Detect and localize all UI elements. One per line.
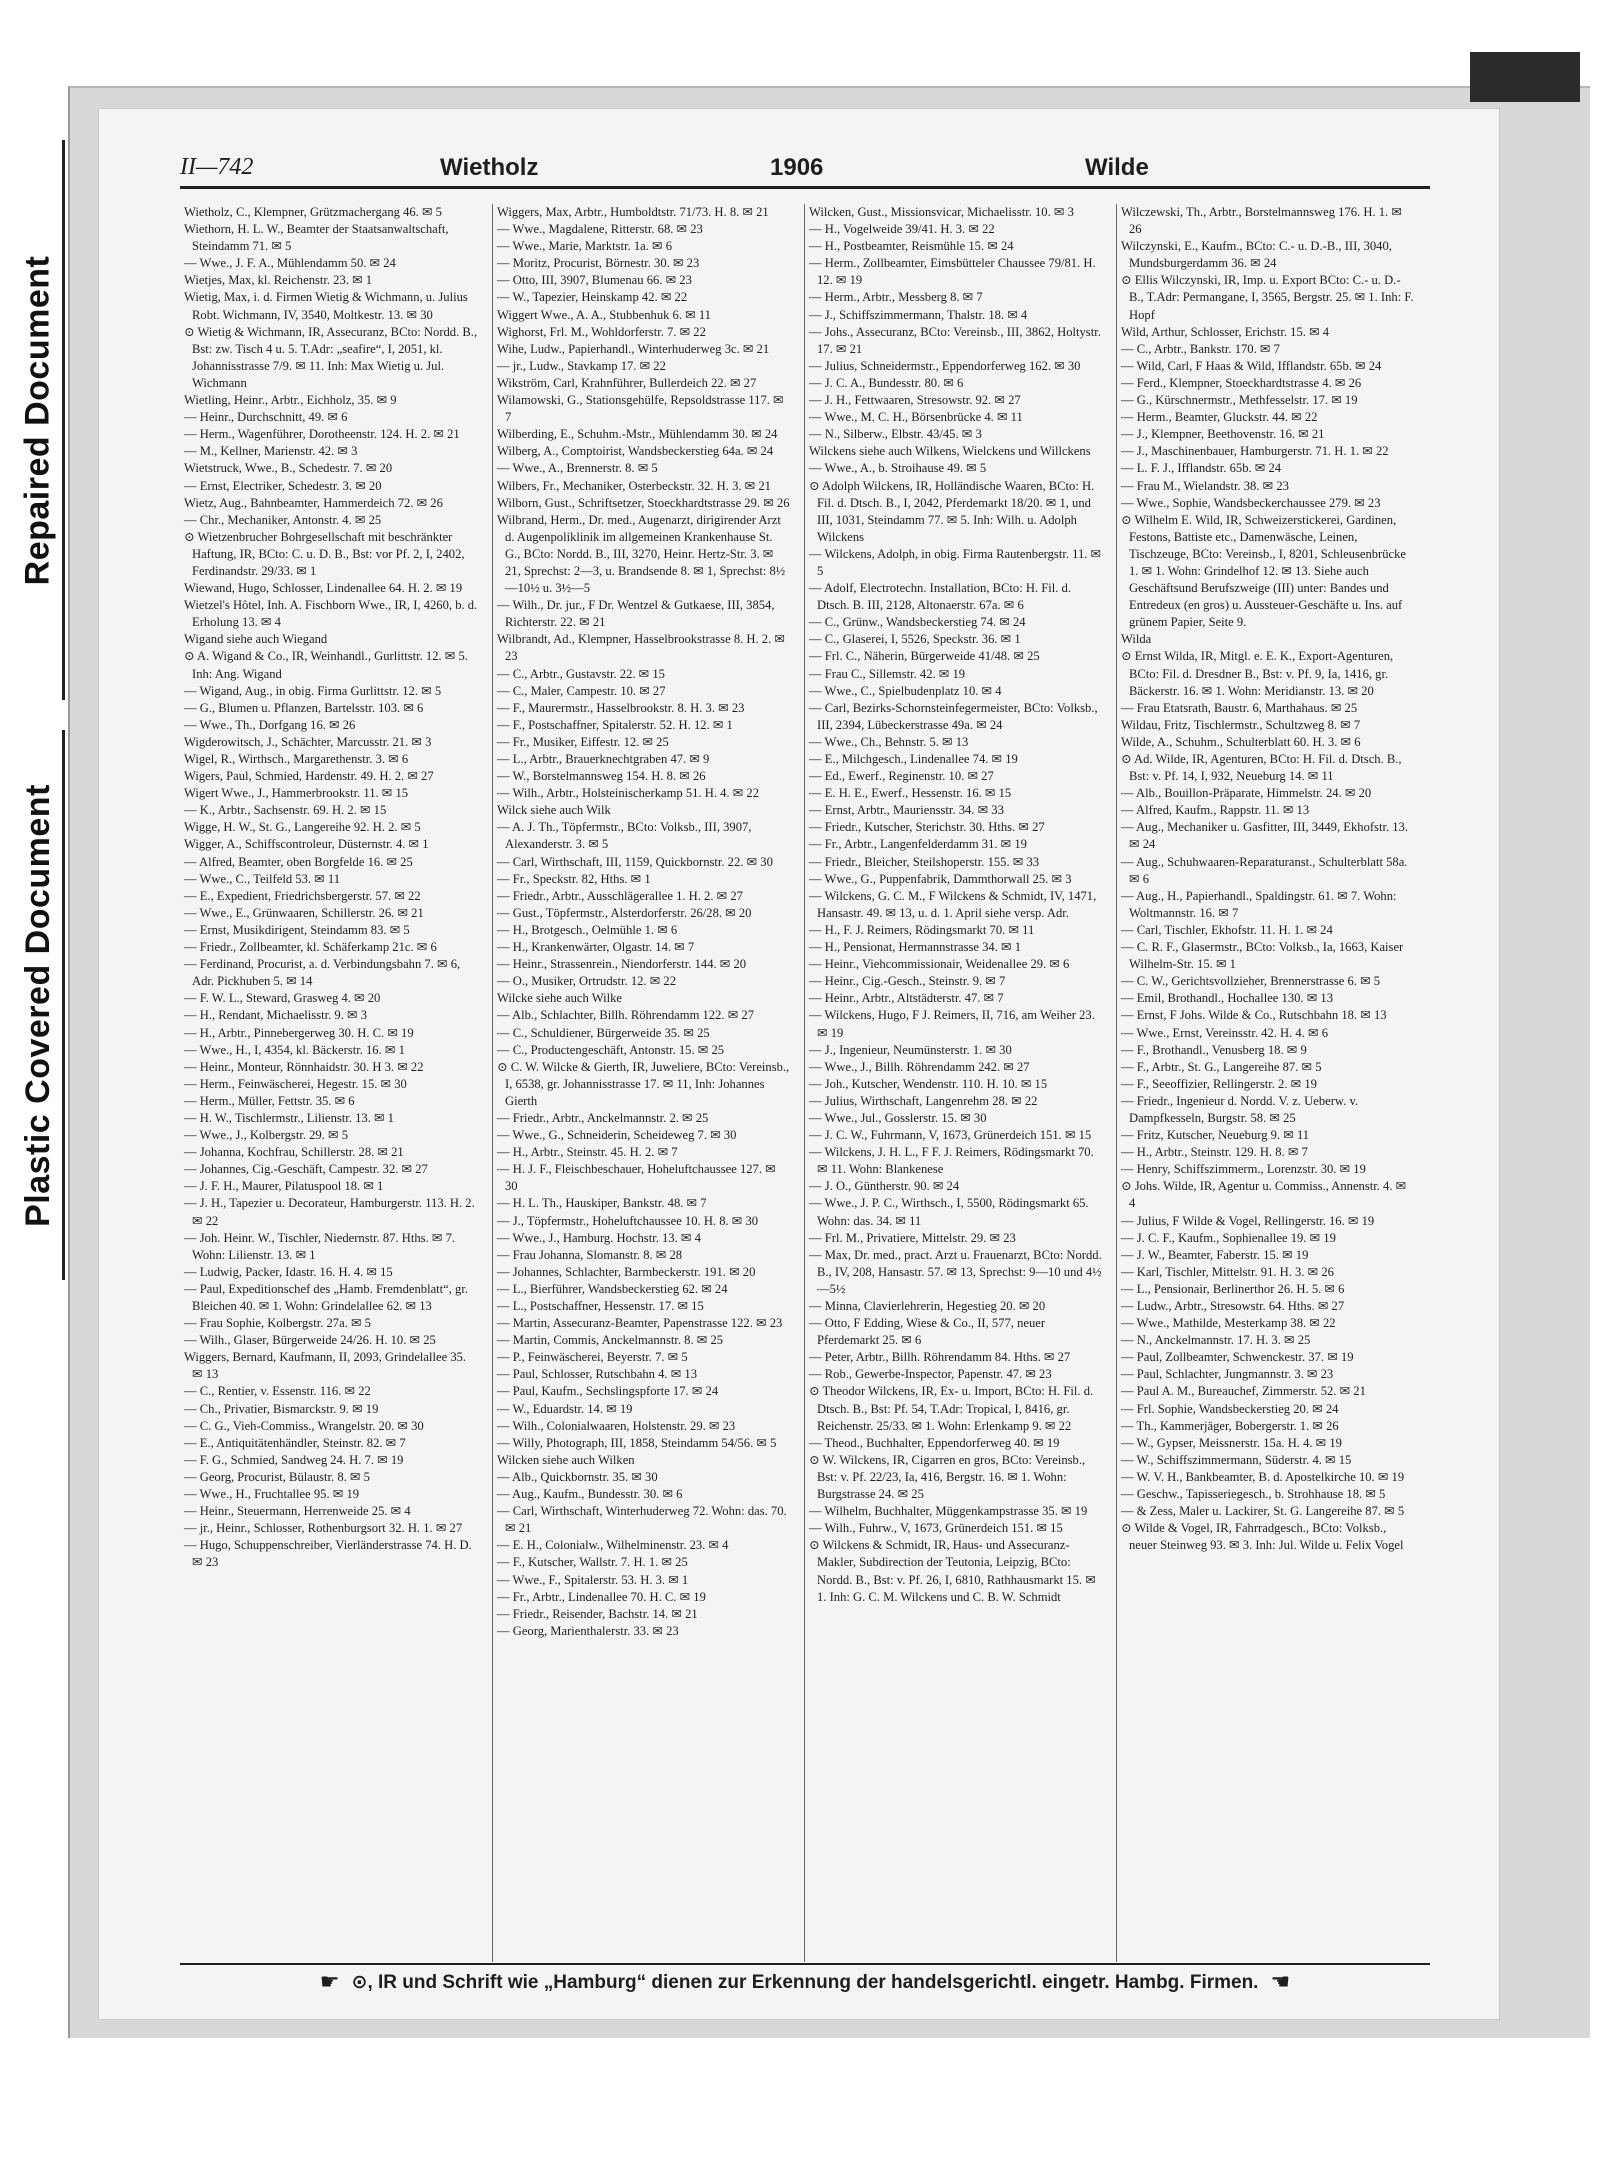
directory-entry: — Alb., Bouillon-Präparate, Himmelstr. 24. ✉ 20 xyxy=(1121,786,1372,801)
directory-entry: — Wwe., Ernst, Vereinsstr. 42. H. 4. ✉ 6 xyxy=(1121,1025,1329,1040)
directory-entry: — Henry, Schiffszimmerm., Lorenzstr. 30. ✉ 19 xyxy=(1121,1162,1366,1177)
directory-entry: — J., Ingenieur, Neumünsterstr. 1. ✉ 30 xyxy=(809,1042,1012,1057)
directory-entry: — Herm., Beamter, Gluckstr. 44. ✉ 22 xyxy=(1121,410,1318,425)
directory-entry: — Wilh., Glaser, Bürgerweide 24/26. H. 10. ✉ 25 xyxy=(184,1333,436,1348)
last-entry-name: Wilde xyxy=(1085,154,1149,181)
directory-entry: — Alb., Quickbornstr. 35. ✉ 30 xyxy=(497,1469,658,1484)
directory-entry: — Adolf, Electrotechn. Installation, BCto: H. Fil. d. Dtsch. B. III, 2128, Altonaerstr. 67a. ✉ 6 xyxy=(809,581,1071,613)
directory-entry: — E., Expedient, Friedrichsbergerstr. 57. ✉ 22 xyxy=(184,888,421,903)
directory-entry: — F. W. L., Steward, Grasweg 4. ✉ 20 xyxy=(184,991,381,1006)
directory-entry: — C., Maler, Campestr. 10. ✉ 27 xyxy=(497,683,666,698)
directory-entry: ⊙ Theodor Wilckens, IR, Ex- u. Import, BCto: H. Fil. d. Dtsch. B., Bst: Pf. 54, T.Adr: Tropical, I, 8416, gr. Reichenstr. 25/33. ✉ 1. Wohn: Erlenkamp 9. ✉ 22 xyxy=(809,1384,1094,1433)
pointing-hand-right-icon: ☚ xyxy=(1270,1969,1291,1994)
column-2-list xyxy=(493,204,795,1640)
directory-entry: — Th., Kammerjäger, Bobergerstr. 1. ✉ 26 xyxy=(1121,1418,1339,1433)
directory-entry: ⊙ Ernst Wilda, IR, Mitgl. e. E. K., Export-Agenturen, BCto: Fil. d. Dresdner B., Bst: v. Pf. 9, Ia, 1416, gr. Bäckerstr. 16. ✉ 1. Wohn: Meridianstr. 13. ✉ 20 xyxy=(1121,649,1394,698)
directory-entry: — Aug., H., Papierhandl., Spaldingstr. 61. ✉ 7. Wohn: Woltmannstr. 16. ✉ 7 xyxy=(1121,888,1397,920)
directory-entry: — Wwe., J. P. C., Wirthsch., I, 5500, Rödingsmarkt 65. Wohn: das. 34. ✉ 11 xyxy=(809,1196,1089,1228)
directory-entry: — G., Blumen u. Pflanzen, Bartelsstr. 103. ✉ 6 xyxy=(184,700,424,715)
directory-entry: — Johannes, Schlachter, Barmbeckerstr. 191. ✉ 20 xyxy=(497,1264,756,1279)
directory-entry: — Wwe., J. F. A., Mühlendamm 50. ✉ 24 xyxy=(184,256,396,271)
directory-entry: ⊙ Adolph Wilckens, IR, Holländische Waaren, BCto: H. Fil. d. Dtsch. B., I, 2042, Pferdemarkt 18/20. ✉ 1, und III, 1031, Steindamm 77. ✉ 5. Inh: Wilh. u. Adolph Wilckens xyxy=(809,478,1095,544)
directory-entry: — C. G., Vieh-Commiss., Wrangelstr. 20. ✉ 30 xyxy=(184,1418,424,1433)
directory-entry: — H. L. Th., Hauskiper, Bankstr. 48. ✉ 7 xyxy=(497,1196,707,1211)
directory-entry: Wiggert Wwe., A. A., Stubbenhuk 6. ✉ 11 xyxy=(497,307,711,322)
directory-entry: Wilberg, A., Comptoirist, Wandsbeckerstieg 64a. ✉ 24 xyxy=(497,444,774,459)
directory-entry: — Peter, Arbtr., Billh. Röhrendamm 84. Hths. ✉ 27 xyxy=(809,1350,1071,1365)
directory-entry: — C., Arbtr., Gustavstr. 22. ✉ 15 xyxy=(497,666,665,681)
directory-entry: Wilcken, Gust., Missionsvicar, Michaelisstr. 10. ✉ 3 xyxy=(809,205,1074,219)
directory-entry: — F., Maurermstr., Hasselbrookstr. 8. H. 3. ✉ 23 xyxy=(497,700,745,715)
directory-entry: — H. W., Tischlermstr., Lilienstr. 13. ✉ 1 xyxy=(184,1110,394,1125)
directory-entry: — Wwe., Jul., Gosslerstr. 15. ✉ 30 xyxy=(809,1110,987,1125)
directory-entry: — Alb., Schlachter, Billh. Röhrendamm 122. ✉ 27 xyxy=(497,1008,754,1023)
directory-entry: — Wwe., J., Hamburg. Hochstr. 13. ✉ 4 xyxy=(497,1230,701,1245)
plastic-covered-label xyxy=(14,730,65,1280)
footer-note: ⊙, IR und Schrift wie „Hamburg“ dienen zur Erkennung der handelsgerichtl. eingetr. Hambg. Firmen. xyxy=(351,1971,1259,1993)
directory-entry: Wiethorn, H. L. W., Beamter der Staatsanwaltschaft, Steindamm 71. ✉ 5 xyxy=(184,222,449,254)
directory-entry: — Herm., Feinwäscherei, Hegestr. 15. ✉ 30 xyxy=(184,1076,407,1091)
directory-entry: — Paul, Schlosser, Rutschbahn 4. ✉ 13 xyxy=(497,1367,697,1382)
directory-entry: — Johannes, Cig.-Geschäft, Campestr. 32. ✉ 27 xyxy=(184,1162,428,1177)
directory-entry: — Wilh., Arbtr., Holsteinischerkamp 51. H. 4. ✉ 22 xyxy=(497,786,760,801)
directory-entry: — O., Musiker, Ortrudstr. 12. ✉ 22 xyxy=(497,974,677,989)
directory-entry: — Ferd., Klempner, Stoeckhardtstrasse 4. ✉ 26 xyxy=(1121,375,1362,390)
directory-entry: — Wwe., A., b. Stroihause 49. ✉ 5 xyxy=(809,461,987,476)
directory-entry: — H., Vogelweide 39/41. H. 3. ✉ 22 xyxy=(809,222,995,237)
directory-entry: — Friedr., Bleicher, Steilshoperstr. 155. ✉ 33 xyxy=(809,854,1040,869)
directory-entry: Wigers, Paul, Schmied, Hardenstr. 49. H. 2. ✉ 27 xyxy=(184,769,434,784)
directory-entry: — G., Kürschnermstr., Methfesselstr. 17. ✉ 19 xyxy=(1121,393,1358,408)
directory-entry: Wigel, R., Wirthsch., Margarethenstr. 3. ✉ 6 xyxy=(184,752,409,766)
directory-entry: Wiewand, Hugo, Schlosser, Lindenallee 64. H. 2. ✉ 19 xyxy=(184,581,463,596)
binding-edge xyxy=(1470,52,1580,102)
directory-entry: — Martin, Assecuranz-Beamter, Papenstrasse 122. ✉ 23 xyxy=(497,1316,783,1331)
directory-entry: — Wwe., Ch., Behnstr. 5. ✉ 13 xyxy=(809,734,969,749)
directory-entry: — E. H. E., Ewerf., Hessenstr. 16. ✉ 15 xyxy=(809,786,1012,801)
directory-entry: Wigderowitsch, J., Schächter, Marcusstr. 21. ✉ 3 xyxy=(184,734,432,749)
directory-entry: ⊙ Wilckens & Schmidt, IR, Haus- und Assecuranz-Makler, Subdirection der Teutonia, Leipzig, BCto: Nordd. B., Bst: v. Pf. 26, I, 6810, Rathhausmarkt 15. ✉ 1. Inh: G. C. M. Wilckens und C. B. W. Schmidt xyxy=(809,1538,1096,1604)
directory-entry: — J. C. F., Kaufm., Sophienallee 19. ✉ 19 xyxy=(1121,1230,1336,1245)
directory-entry: — L., Pensionair, Berlinerthor 26. H. 5. ✉ 6 xyxy=(1121,1281,1345,1296)
directory-entry: — C., Productengeschäft, Antonstr. 15. ✉ 25 xyxy=(497,1042,725,1057)
directory-entry: Wild, Arthur, Schlosser, Erichstr. 15. ✉ 4 xyxy=(1121,324,1330,339)
directory-entry: — J., Maschinenbauer, Hamburgerstr. 71. H. 1. ✉ 22 xyxy=(1121,444,1389,459)
directory-entry: Wiggers, Bernard, Kaufmann, II, 2093, Grindelallee 35. ✉ 13 xyxy=(184,1350,467,1382)
directory-entry: — Geschw., Tapisseriegesch., b. Strohhause 18. ✉ 5 xyxy=(1121,1487,1386,1502)
directory-entry: — E. H., Colonialw., Wilhelminenstr. 23. ✉ 4 xyxy=(497,1538,729,1553)
column-4 xyxy=(1116,204,1419,1962)
directory-entry: — Herm., Müller, Fettstr. 35. ✉ 6 xyxy=(184,1093,355,1108)
directory-entry: — Heinr., Monteur, Rönnhaidstr. 30. H 3. ✉ 22 xyxy=(184,1059,424,1074)
directory-entry: Wilda xyxy=(1121,632,1152,647)
directory-entry: — Minna, Clavierlehrerin, Hegestieg 20. ✉ 20 xyxy=(809,1299,1046,1313)
directory-entry: — H., Pensionat, Hermannstrasse 34. ✉ 1 xyxy=(809,940,1022,955)
directory-entry: — Aug., Schuhwaaren-Reparaturanst., Schulterblatt 58a. ✉ 6 xyxy=(1121,854,1408,886)
directory-entry: Wilcken siehe auch Wilken xyxy=(497,1452,635,1467)
directory-entry: — Herm., Arbtr., Messberg 8. ✉ 7 xyxy=(809,290,983,305)
column-1 xyxy=(180,204,482,1962)
page-header xyxy=(180,150,1430,189)
directory-entry: — H., Krankenwärter, Olgastr. 14. ✉ 7 xyxy=(497,940,695,955)
directory-entry: — Wwe., J., Kolbergstr. 29. ✉ 5 xyxy=(184,1128,349,1143)
directory-entry: — Herm., Zollbeamter, Eimsbütteler Chaussee 79/81. H. 12. ✉ 19 xyxy=(809,256,1096,288)
directory-entry: — Max, Dr. med., pract. Arzt u. Frauenarzt, BCto: Nordd. B., IV, 208, Hansastr. 57. ✉ 13, Sprechst: 9—10 und 4½—5½ xyxy=(809,1247,1102,1296)
directory-entry: — Paul A. M., Bureauchef, Zimmerstr. 52. ✉ 21 xyxy=(1121,1384,1366,1399)
directory-entry: — Aug., Mechaniker u. Gasfitter, III, 3449, Ekhofstr. 13. ✉ 24 xyxy=(1121,820,1408,852)
directory-entry: — Julius, Schneidermstr., Eppendorferweg 162. ✉ 30 xyxy=(809,358,1081,373)
directory-entry: — E., Antiquitätenhändler, Steinstr. 82. ✉ 7 xyxy=(184,1435,406,1450)
directory-entry: — Wwe., Marie, Marktstr. 1a. ✉ 6 xyxy=(497,239,673,254)
directory-entry: — Chr., Mechaniker, Antonstr. 4. ✉ 25 xyxy=(184,512,382,527)
directory-entry: — Karl, Tischler, Mittelstr. 91. H. 3. ✉ 26 xyxy=(1121,1264,1334,1279)
directory-entry: — Fr., Musiker, Eiffestr. 12. ✉ 25 xyxy=(497,734,669,749)
pointing-hand-left-icon: ☛ xyxy=(319,1969,340,1994)
directory-entry: — F., Arbtr., St. G., Langereihe 87. ✉ 5 xyxy=(1121,1059,1322,1074)
directory-entry: — J., Schiffszimmermann, Thalstr. 18. ✉ 4 xyxy=(809,307,1028,322)
directory-entry: — Wwe., Magdalene, Ritterstr. 68. ✉ 23 xyxy=(497,222,703,237)
column-1-list xyxy=(180,204,482,1572)
directory-entry: — W., Tapezier, Heinskamp 42. ✉ 22 xyxy=(497,290,688,305)
directory-entry: Wietstruck, Wwe., B., Schedestr. 7. ✉ 20 xyxy=(184,461,393,476)
directory-entry: — Ferdinand, Procurist, a. d. Verbindungsbahn 7. ✉ 6, Adr. Pickhuben 5. ✉ 14 xyxy=(184,957,461,989)
directory-entry: — Moritz, Procurist, Börnestr. 30. ✉ 23 xyxy=(497,256,700,271)
directory-entry: — Frl. C., Näherin, Bürgerweide 41/48. ✉ 25 xyxy=(809,649,1040,664)
directory-entry: — Alfred, Kaufm., Rappstr. 11. ✉ 13 xyxy=(1121,803,1310,818)
column-4-list xyxy=(1117,204,1419,1554)
directory-entry: — Rob., Gewerbe-Inspector, Papenstr. 47. ✉ 23 xyxy=(809,1367,1052,1382)
directory-entry: — Wilh., Colonialwaaren, Holstenstr. 29. ✉ 23 xyxy=(497,1418,736,1433)
directory-entry: — Wild, Carl, F Haas & Wild, Ifflandstr. 65b. ✉ 24 xyxy=(1121,358,1382,373)
directory-entry: — Ernst, F Johs. Wilde & Co., Rutschbahn 18. ✉ 13 xyxy=(1121,1008,1387,1023)
directory-entry: — Frau Johanna, Slomanstr. 8. ✉ 28 xyxy=(497,1247,683,1262)
directory-entry: — Friedr., Arbtr., Anckelmannstr. 2. ✉ 25 xyxy=(497,1110,709,1125)
directory-entry: — Willy, Photograph, III, 1858, Steindamm 54/56. ✉ 5 xyxy=(497,1435,777,1450)
directory-entry: Wihe, Ludw., Papierhandl., Winterhuderweg 3c. ✉ 21 xyxy=(497,341,770,356)
directory-entry: — Wwe., C., Teilfeld 53. ✉ 11 xyxy=(184,871,340,886)
directory-entry: Wilczynski, E., Kaufm., BCto: C.- u. D.-B., III, 3040, Mundsburgerdamm 36. ✉ 24 xyxy=(1121,239,1392,271)
directory-entry: Wietholz, C., Klempner, Grützmachergang 46. ✉ 5 xyxy=(184,205,442,219)
directory-entry: — Ed., Ewerf., Reginenstr. 10. ✉ 27 xyxy=(809,769,994,784)
directory-entry: — Julius, Wirthschaft, Langenrehm 28. ✉ 22 xyxy=(809,1093,1038,1108)
directory-entry: — Emil, Brothandl., Hochallee 130. ✉ 13 xyxy=(1121,991,1334,1006)
directory-entry: Wilbers, Fr., Mechaniker, Osterbeckstr. 32. H. 3. ✉ 21 xyxy=(497,478,771,493)
directory-entry: — Wilh., Dr. jur., F Dr. Wentzel & Gutkaese, III, 3854, Richterstr. 22. ✉ 21 xyxy=(497,598,775,630)
directory-entry: — Carl, Wirthschaft, III, 1159, Quickbornstr. 22. ✉ 30 xyxy=(497,854,773,869)
directory-entry: Wigert Wwe., J., Hammerbrookstr. 11. ✉ 15 xyxy=(184,786,409,801)
directory-entry: Wigge, H. W., St. G., Langereihe 92. H. 2. ✉ 5 xyxy=(184,820,421,835)
directory-entry: — Wwe., E., Grünwaaren, Schillerstr. 26. ✉ 21 xyxy=(184,905,424,920)
directory-entry: — Heinr., Steuermann, Herrenweide 25. ✉ 4 xyxy=(184,1504,411,1519)
directory-entry: — Heinr., Viehcommissionair, Weidenallee 29. ✉ 6 xyxy=(809,957,1070,972)
directory-entry: — Aug., Kaufm., Bundesstr. 30. ✉ 6 xyxy=(497,1487,683,1502)
repaired-document-label xyxy=(14,140,65,700)
directory-entry: — Wwe., Sophie, Wandsbeckerchaussee 279. ✉ 23 xyxy=(1121,495,1381,510)
directory-entry: — Hugo, Schuppenschreiber, Vierländerstrasse 74. H. D. ✉ 23 xyxy=(184,1538,472,1570)
directory-entry: — Wilhelm, Buchhalter, Müggenkampstrasse 35. ✉ 19 xyxy=(809,1504,1088,1519)
directory-entry: — Herm., Wagenführer, Dorotheenstr. 124. H. 2. ✉ 21 xyxy=(184,427,460,442)
directory-entry: — F., Postschaffner, Spitalerstr. 52. H. 12. ✉ 1 xyxy=(497,717,733,732)
directory-entry: Wiggers, Max, Arbtr., Humboldtstr. 71/73. H. 8. ✉ 21 xyxy=(497,205,769,219)
directory-entry: — C., Grünw., Wandsbeckerstieg 74. ✉ 24 xyxy=(809,615,1026,630)
directory-entry: — Fritz, Kutscher, Neueburg 9. ✉ 11 xyxy=(1121,1128,1310,1143)
directory-entry: Wigger, A., Schiffscontroleur, Düsternstr. 4. ✉ 1 xyxy=(184,837,429,852)
directory-entry: — Wwe., F., Spitalerstr. 53. H. 3. ✉ 1 xyxy=(497,1572,689,1587)
directory-entry: — Friedr., Zollbeamter, kl. Schäferkamp 21c. ✉ 6 xyxy=(184,940,437,955)
directory-entry: Wilborn, Gust., Schriftsetzer, Stoeckhardtstrasse 29. ✉ 26 xyxy=(497,495,790,510)
directory-entry: — F. G., Schmied, Sandweg 24. H. 7. ✉ 19 xyxy=(184,1452,404,1467)
directory-entry: ⊙ Ad. Wilde, IR, Agenturen, BCto: H. Fil. d. Dtsch. B., Bst: v. Pf. 14, I, 932, Neueburg 14. ✉ 11 xyxy=(1121,752,1402,784)
directory-entry: — Wwe., J., Billh. Röhrendamm 242. ✉ 27 xyxy=(809,1059,1030,1074)
directory-entry: — J., Klempner, Beethovenstr. 16. ✉ 21 xyxy=(1121,427,1325,442)
directory-entry: Wilczewski, Th., Arbtr., Borstelmannsweg 176. H. 1. ✉ 26 xyxy=(1121,205,1402,237)
directory-entry: — Martin, Commis, Anckelmannstr. 8. ✉ 25 xyxy=(497,1333,724,1348)
directory-entry: Wildau, Fritz, Tischlermstr., Schultzweg 8. ✉ 7 xyxy=(1121,717,1361,732)
directory-entry: — Wilckens, Adolph, in obig. Firma Rautenbergstr. 11. ✉ 5 xyxy=(809,546,1102,578)
directory-entry: — L., Bierführer, Wandsbeckerstieg 62. ✉ 24 xyxy=(497,1281,728,1296)
directory-entry: Wilbrand, Herm., Dr. med., Augenarzt, dirigirender Arzt d. Augenpoliklinik im allgemeinen Krankenhause St. G., BCto: Nordd. B., III, 3270, Heinr. Hertz-Str. 3. ✉ 21, Sprechst: 2—3, u. Brandsende 8. ✉ 1, Sprechst: 8½—10½ u. 3½—5 xyxy=(497,512,786,596)
directory-columns xyxy=(180,204,1430,1962)
directory-entry: — Fr., Speckstr. 82, Hths. ✉ 1 xyxy=(497,871,651,886)
directory-entry: — Heinr., Arbtr., Altstädterstr. 47. ✉ 7 xyxy=(809,991,1004,1006)
directory-entry: — Georg, Marienthalerstr. 33. ✉ 23 xyxy=(497,1623,679,1638)
directory-entry: — M., Kellner, Marienstr. 42. ✉ 3 xyxy=(184,444,358,459)
directory-entry: — Otto, III, 3907, Blumenau 66. ✉ 23 xyxy=(497,273,692,288)
directory-entry: — Frau Etatsrath, Baustr. 6, Marthahaus. ✉ 25 xyxy=(1121,700,1358,715)
directory-entry: — Georg, Procurist, Bülaustr. 8. ✉ 5 xyxy=(184,1469,370,1484)
directory-entry: — Ludw., Arbtr., Stresowstr. 64. Hths. ✉ 27 xyxy=(1121,1299,1345,1313)
directory-entry: Wilck siehe auch Wilk xyxy=(497,803,611,818)
directory-entry: — Frau Sophie, Kolbergstr. 27a. ✉ 5 xyxy=(184,1316,371,1331)
directory-entry: — Frau C., Sillemstr. 42. ✉ 19 xyxy=(809,666,966,681)
directory-entry: — H., Rendant, Michaelisstr. 9. ✉ 3 xyxy=(184,1008,367,1023)
directory-year: 1906 xyxy=(770,154,824,181)
directory-entry: — F., Brothandl., Venusberg 18. ✉ 9 xyxy=(1121,1042,1307,1057)
directory-entry: — H., Arbtr., Steinstr. 45. H. 2. ✉ 7 xyxy=(497,1145,678,1160)
directory-entry: — Joh., Kutscher, Wendenstr. 110. H. 10. ✉ 15 xyxy=(809,1076,1048,1091)
directory-entry: — Johanna, Kochfrau, Schillerstr. 28. ✉ 21 xyxy=(184,1145,404,1160)
directory-entry: — Otto, F Edding, Wiese & Co., II, 577, neuer Pferdemarkt 25. ✉ 6 xyxy=(809,1316,1046,1348)
page-number: II—742 xyxy=(180,154,254,180)
page-footer xyxy=(180,1963,1430,1999)
directory-entry: — Paul, Schlachter, Jungmannstr. 3. ✉ 23 xyxy=(1121,1367,1334,1382)
directory-entry: — H. J. F., Fleischbeschauer, Hoheluftchaussee 127. ✉ 30 xyxy=(497,1162,776,1194)
directory-entry: — W. V. H., Bankbeamter, B. d. Apostelkirche 10. ✉ 19 xyxy=(1121,1469,1405,1484)
directory-entry: — & Zess, Maler u. Lackirer, St. G. Langereihe 87. ✉ 5 xyxy=(1121,1504,1405,1519)
directory-entry: Wikström, Carl, Krahnführer, Bullerdeich 22. ✉ 27 xyxy=(497,375,757,390)
directory-entry: — P., Feinwäscherei, Beyerstr. 7. ✉ 5 xyxy=(497,1350,688,1365)
directory-entry: ⊙ Wilde & Vogel, IR, Fahrradgesch., BCto: Volksb., neuer Steinweg 93. ✉ 3. Inh: Jul. Wilde u. Felix Vogel xyxy=(1121,1521,1404,1553)
directory-entry: — C., Arbtr., Bankstr. 170. ✉ 7 xyxy=(1121,341,1280,356)
directory-entry: — Carl, Bezirks-Schornsteinfegermeister, BCto: Volksb., III, 2394, Lübeckerstrasse 49a. ✉ 24 xyxy=(809,700,1098,732)
directory-entry: Wilde, A., Schuhm., Schulterblatt 60. H. 3. ✉ 6 xyxy=(1121,734,1361,749)
directory-entry: Wilberding, E., Schuhm.-Mstr., Mühlendamm 30. ✉ 24 xyxy=(497,427,778,442)
directory-entry: ⊙ Wietig & Wichmann, IR, Assecuranz, BCto: Nordd. B., Bst: zw. Tisch 4 u. 5. T.Adr: „seafire“, I, 2051, kl. Johannisstrasse 7/9. ✉ 11. Inh: Max Wietig u. Jul. Wichmann xyxy=(184,324,478,390)
directory-entry: — Friedr., Ingenieur d. Nordd. V. z. Ueberw. v. Dampfkesseln, Burgstr. 58. ✉ 25 xyxy=(1121,1093,1359,1125)
directory-entry: — Ernst, Electriker, Schedestr. 3. ✉ 20 xyxy=(184,478,382,493)
directory-entry: — Paul, Zollbeamter, Schwenckestr. 37. ✉ 19 xyxy=(1121,1350,1354,1365)
directory-entry: — E., Milchgesch., Lindenallee 74. ✉ 19 xyxy=(809,752,1018,766)
directory-entry: — C., Rentier, v. Essenstr. 116. ✉ 22 xyxy=(184,1384,371,1399)
directory-entry: — Paul, Kaufm., Sechslingspforte 17. ✉ 24 xyxy=(497,1384,719,1399)
directory-entry: — Wwe., C., Spielbudenplatz 10. ✉ 4 xyxy=(809,683,1002,698)
directory-entry: — jr., Ludw., Stavkamp 17. ✉ 22 xyxy=(497,358,666,373)
directory-entry: Wilamowski, G., Stationsgehülfe, Repsoldstrasse 117. ✉ 7 xyxy=(497,393,784,425)
directory-entry: — N., Silberw., Elbstr. 43/45. ✉ 3 xyxy=(809,427,982,442)
directory-entry: ⊙ A. Wigand & Co., IR, Weinhandl., Gurlittstr. 12. ✉ 5. Inh: Ang. Wigand xyxy=(184,649,468,681)
directory-entry: — Heinr., Durchschnitt, 49. ✉ 6 xyxy=(184,410,348,425)
directory-entry: — Julius, F Wilde & Vogel, Rellingerstr. 16. ✉ 19 xyxy=(1121,1213,1375,1228)
directory-entry: Wietig, Max, i. d. Firmen Wietig & Wichmann, u. Julius Robt. Wichmann, IV, 3540, Moltkestr. 13. ✉ 30 xyxy=(184,290,468,322)
column-3-list xyxy=(805,204,1107,1606)
directory-entry: Wietjes, Max, kl. Reichenstr. 23. ✉ 1 xyxy=(184,273,373,288)
directory-entry: — Alfred, Beamter, oben Borgfelde 16. ✉ 25 xyxy=(184,854,413,869)
directory-entry: — Friedr., Reisender, Bachstr. 14. ✉ 21 xyxy=(497,1606,698,1621)
directory-entry: ⊙ Wietzenbrucher Bohrgesellschaft mit beschränkter Haftung, IR, BCto: C. u. D. B., Bst: vor Pf. 2, I, 2402, Ferdinandstr. 29/33. ✉ 1 xyxy=(184,529,465,578)
directory-entry: — L., Arbtr., Brauerknechtgraben 47. ✉ 9 xyxy=(497,752,710,766)
directory-entry: — Wwe., H., I, 4354, kl. Bäckerstr. 16. ✉ 1 xyxy=(184,1042,405,1057)
directory-entry: — Frl. M., Privatiere, Mittelstr. 29. ✉ 23 xyxy=(809,1230,1016,1245)
directory-entry: ⊙ C. W. Wilcke & Gierth, IR, Juweliere, BCto: Vereinsb., I, 6538, gr. Johannisstrasse 17. ✉ 11, Inh: Johannes Gierth xyxy=(497,1059,790,1108)
directory-entry: — J. H., Tapezier u. Decorateur, Hamburgerstr. 113. H. 2. ✉ 22 xyxy=(184,1196,475,1228)
directory-entry: — Wigand, Aug., in obig. Firma Gurlittstr. 12. ✉ 5 xyxy=(184,683,442,698)
directory-entry: — Wilckens, G. C. M., F Wilckens & Schmidt, IV, 1471, Hansastr. 49. ✉ 13, u. d. 1. April siehe versp. Adr. xyxy=(809,888,1097,920)
directory-entry: — Ludwig, Packer, Idastr. 16. H. 4. ✉ 15 xyxy=(184,1264,393,1279)
directory-entry: — H., Postbeamter, Reismühle 15. ✉ 24 xyxy=(809,239,1014,254)
directory-entry: — C. R. F., Glasermstr., BCto: Volksb., Ia, 1663, Kaiser Wilhelm-Str. 15. ✉ 1 xyxy=(1121,940,1404,972)
directory-entry: — L. F. J., Ifflandstr. 65b. ✉ 24 xyxy=(1121,461,1282,476)
directory-entry: — W., Gypser, Meissnerstr. 15a. H. 4. ✉ 19 xyxy=(1121,1435,1342,1450)
directory-entry: — Paul, Expeditionschef des „Hamb. Fremdenblatt“, gr. Bleichen 40. ✉ 1. Wohn: Grindelallee 62. ✉ 13 xyxy=(184,1281,468,1313)
directory-entry: Wietz, Aug., Bahnbeamter, Hammerdeich 72. ✉ 26 xyxy=(184,495,443,510)
directory-entry: — J., Töpfermstr., Hoheluftchaussee 10. H. 8. ✉ 30 xyxy=(497,1213,759,1228)
directory-entry: — F., Kutscher, Wallstr. 7. H. 1. ✉ 25 xyxy=(497,1555,688,1570)
directory-entry: — J. C. W., Fuhrmann, V, 1673, Grünerdeich 151. ✉ 15 xyxy=(809,1128,1092,1143)
directory-entry: Wilckens siehe auch Wilkens, Wielckens und Willckens xyxy=(809,444,1091,459)
directory-entry: Wietzel's Hôtel, Inh. A. Fischborn Wwe., IR, I, 4260, b. d. Erholung 13. ✉ 4 xyxy=(184,598,478,630)
directory-entry: — K., Arbtr., Sachsenstr. 69. H. 2. ✉ 15 xyxy=(184,803,387,818)
directory-entry: — C. W., Gerichtsvollzieher, Brennerstrasse 6. ✉ 5 xyxy=(1121,974,1381,989)
repaired-document-text: Repaired Document xyxy=(18,255,57,585)
side-labels xyxy=(0,140,72,1280)
directory-entry: — Frl. Sophie, Wandsbeckerstieg 20. ✉ 24 xyxy=(1121,1401,1339,1416)
directory-entry: — Frau M., Wielandstr. 38. ✉ 23 xyxy=(1121,478,1289,493)
directory-entry: — L., Postschaffner, Hessenstr. 17. ✉ 15 xyxy=(497,1299,704,1313)
directory-entry: — F., Seeoffizier, Rellingerstr. 2. ✉ 19 xyxy=(1121,1076,1317,1091)
column-2 xyxy=(492,204,795,1962)
directory-entry: — Wwe., H., Fruchtallee 95. ✉ 19 xyxy=(184,1487,360,1502)
directory-entry: — J. H., Fettwaaren, Stresowstr. 92. ✉ 27 xyxy=(809,393,1021,408)
directory-entry: Wigand siehe auch Wiegand xyxy=(184,632,328,647)
directory-entry: ⊙ Johs. Wilde, IR, Agentur u. Commiss., Annenstr. 4. ✉ 4 xyxy=(1121,1179,1407,1211)
directory-entry: — J. O., Güntherstr. 90. ✉ 24 xyxy=(809,1179,960,1194)
directory-entry: — H., F. J. Reimers, Rödingsmarkt 70. ✉ 11 xyxy=(809,922,1035,937)
directory-entry: — Wwe., Th., Dorfgang 16. ✉ 26 xyxy=(184,717,356,732)
directory-entry: — Wwe., G., Puppenfabrik, Dammthorwall 25. ✉ 3 xyxy=(809,871,1072,886)
directory-entry: — Fr., Arbtr., Lindenallee 70. H. C. ✉ 19 xyxy=(497,1589,706,1604)
directory-entry: Wilcke siehe auch Wilke xyxy=(497,991,622,1006)
directory-entry: — N., Anckelmannstr. 17. H. 3. ✉ 25 xyxy=(1121,1333,1311,1348)
plastic-covered-text: Plastic Covered Document xyxy=(18,783,57,1227)
directory-entry: — Fr., Arbtr., Langenfelderdamm 31. ✉ 19 xyxy=(809,837,1027,852)
directory-entry: Wilbrandt, Ad., Klempner, Hasselbrookstrasse 8. H. 2. ✉ 23 xyxy=(497,632,785,664)
directory-entry: — W., Schiffszimmermann, Süderstr. 4. ✉ 15 xyxy=(1121,1452,1352,1467)
column-3 xyxy=(804,204,1107,1962)
directory-entry: — Wilckens, Hugo, F J. Reimers, II, 716, am Weiher 23. ✉ 19 xyxy=(809,1008,1095,1040)
directory-entry: — Friedr., Kutscher, Sterichstr. 30. Hths. ✉ 27 xyxy=(809,820,1045,835)
first-entry-name: Wietholz xyxy=(440,154,539,181)
directory-entry: — Johs., Assecuranz, BCto: Vereinsb., III, 3862, Holtystr. 17. ✉ 21 xyxy=(809,324,1101,356)
directory-entry: ⊙ Wilhelm E. Wild, IR, Schweizerstickerei, Gardinen, Festons, Battiste etc., Damenwäsche, Leinen, Tischzeuge, BCto: Vereinsb., I, 8201, Schleusenbrücke 1. ✉ 1. Wohn: Grindelhof 12. ✉ 13. Siehe auch Geschäftsund Berufszweige (III) unter: Bandes und Entredeux (en gros) u. Aussteuer-Geschäfte u. Ins. auf grünem Papier, Seite 9. xyxy=(1121,512,1407,630)
directory-entry: — C., Schuldiener, Bürgerweide 35. ✉ 25 xyxy=(497,1025,710,1040)
directory-entry: — Wwe., M. C. H., Börsenbrücke 4. ✉ 11 xyxy=(809,410,1023,425)
directory-entry: — Joh. Heinr. W., Tischler, Niedernstr. 87. Hths. ✉ 7. Wohn: Lilienstr. 13. ✉ 1 xyxy=(184,1230,456,1262)
directory-entry: — J. W., Beamter, Faberstr. 15. ✉ 19 xyxy=(1121,1247,1309,1262)
directory-entry: — Heinr., Strassenrein., Niendorferstr. 144. ✉ 20 xyxy=(497,957,747,972)
directory-entry: — Wwe., G., Schneiderin, Scheideweg 7. ✉ 30 xyxy=(497,1128,737,1143)
directory-entry: ⊙ Ellis Wilczynski, IR, Imp. u. Export BCto: C.- u. D.-B., T.Adr: Permangane, I, 3565, Bergstr. 25. ✉ 1. Inh: F. Hopf xyxy=(1121,273,1414,322)
directory-entry: — H., Arbtr., Pinnebergerweg 30. H. C. ✉ 19 xyxy=(184,1025,414,1040)
directory-entry: — H., Brotgesch., Oelmühle 1. ✉ 6 xyxy=(497,922,678,937)
directory-entry: — Friedr., Arbtr., Ausschlägerallee 1. H. 2. ✉ 27 xyxy=(497,888,743,903)
directory-entry: — C., Glaserei, I, 5526, Speckstr. 36. ✉ 1 xyxy=(809,632,1021,647)
directory-entry: — Heinr., Cig.-Gesch., Steinstr. 9. ✉ 7 xyxy=(809,974,1006,989)
directory-entry: — Carl, Wirthschaft, Winterhuderweg 72. Wohn: das. 70. ✉ 21 xyxy=(497,1504,787,1536)
directory-entry: — H., Arbtr., Steinstr. 129. H. 8. ✉ 7 xyxy=(1121,1145,1308,1160)
directory-entry: Wietling, Heinr., Arbtr., Eichholz, 35. ✉ 9 xyxy=(184,393,397,408)
directory-entry: — A. J. Th., Töpfermstr., BCto: Volksb., III, 3907, Alexanderstr. 3. ✉ 5 xyxy=(497,820,752,852)
directory-entry: — Theod., Buchhalter, Eppendorferweg 40. ✉ 19 xyxy=(809,1435,1060,1450)
directory-entry: — Wilckens, J. H. L., F F. J. Reimers, Rödingsmarkt 70. ✉ 11. Wohn: Blankenese xyxy=(809,1145,1094,1177)
directory-entry: ⊙ W. Wilckens, IR, Cigarren en gros, BCto: Vereinsb., Bst: v. Pf. 22/23, Ia, 416, Bergstr. 16. ✉ 1. Wohn: Burgstrasse 24. ✉ 25 xyxy=(809,1452,1086,1502)
directory-entry: — Wilh., Fuhrw., V, 1673, Grünerdeich 151. ✉ 15 xyxy=(809,1521,1063,1536)
directory-entry: — Wwe., A., Brennerstr. 8. ✉ 5 xyxy=(497,461,658,476)
directory-entry: — W., Eduardstr. 14. ✉ 19 xyxy=(497,1401,633,1416)
directory-entry: — J. C. A., Bundesstr. 80. ✉ 6 xyxy=(809,375,964,390)
directory-entry: — Gust., Töpfermstr., Alsterdorferstr. 26/28. ✉ 20 xyxy=(497,905,752,920)
directory-entry: — J. F. H., Maurer, Pilatuspool 18. ✉ 1 xyxy=(184,1179,384,1194)
directory-entry: — Ch., Privatier, Bismarckstr. 9. ✉ 19 xyxy=(184,1401,379,1416)
directory-entry: Wighorst, Frl. M., Wohldorferstr. 7. ✉ 22 xyxy=(497,324,706,339)
directory-entry: — Wwe., Mathilde, Mesterkamp 38. ✉ 22 xyxy=(1121,1316,1336,1331)
directory-entry: — jr., Heinr., Schlosser, Rothenburgsort 32. H. 1. ✉ 27 xyxy=(184,1521,463,1536)
directory-entry: — W., Borstelmannsweg 154. H. 8. ✉ 26 xyxy=(497,769,706,784)
directory-entry: — Ernst, Musikdirigent, Steindamm 83. ✉ 5 xyxy=(184,922,410,937)
directory-entry: — Ernst, Arbtr., Mauriensstr. 34. ✉ 33 xyxy=(809,803,1004,818)
directory-entry: — Carl, Tischler, Ekhofstr. 11. H. 1. ✉ 24 xyxy=(1121,922,1333,937)
